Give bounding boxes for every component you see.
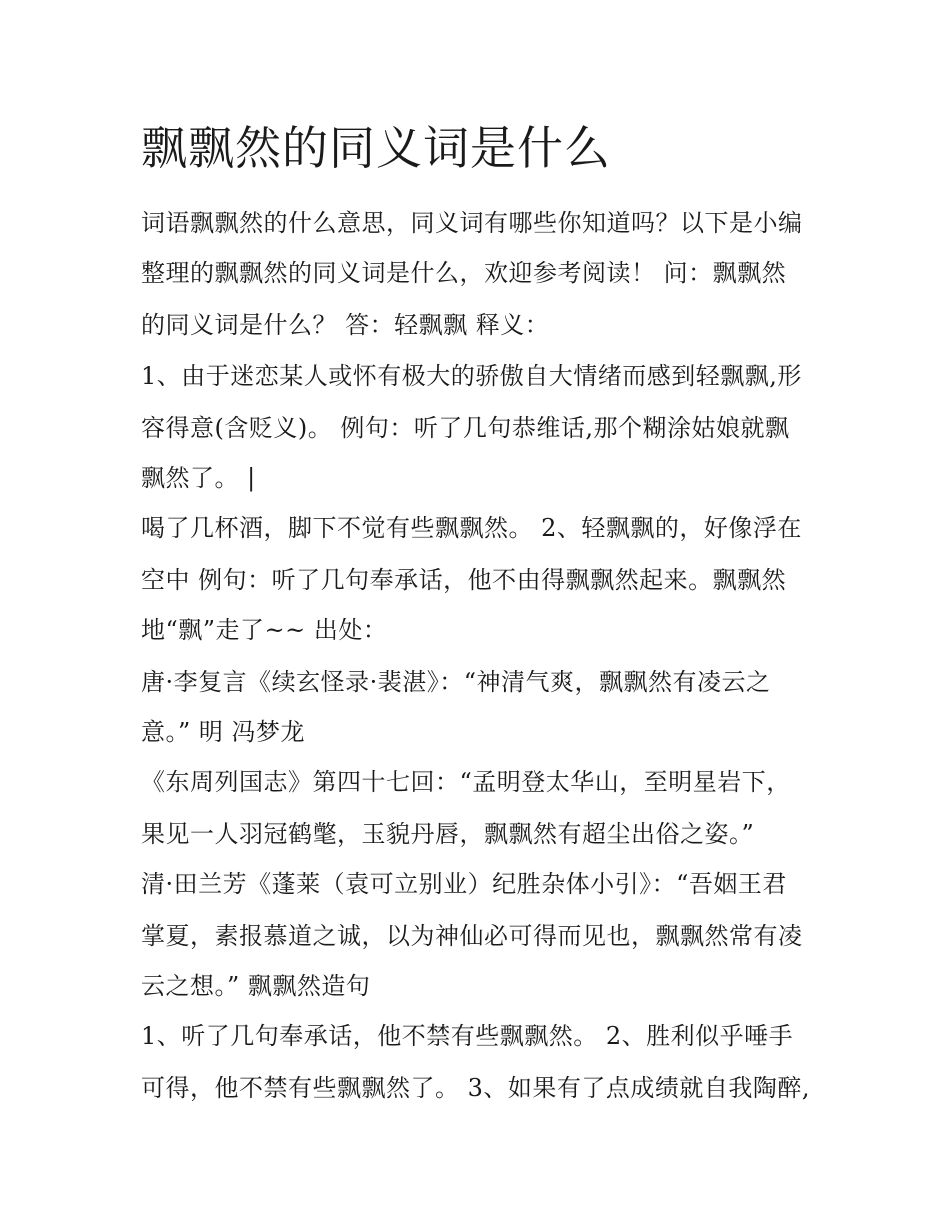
text-line: 唐·李复言《续玄怪录·裴湛》：“神清气爽，飘飘然有凌云之: [141, 668, 771, 696]
text-line: 意。” 明 冯梦龙: [141, 718, 306, 746]
text-line: 可得，他不禁有些飘飘然了。 3、如果有了点成绩就自我陶醉,: [141, 1074, 811, 1102]
text-line: 掌夏，素报慕道之诚，以为神仙必可得而见也，飘飘然常有凌: [141, 922, 803, 950]
text-line: 空中 例句：听了几句奉承话，他不由得飘飘然起来。飘飘然: [141, 566, 787, 594]
text-line: 喝了几杯酒，脚下不觉有些飘飘然。 2、轻飘飘的，好像浮在: [141, 514, 802, 542]
text-line: 1、由于迷恋某人或怀有极大的骄傲自大情绪而感到轻飘飘,形: [141, 362, 802, 390]
text-line: 清·田兰芳《蓬莱（袁可立别业）纪胜杂体小引》：“吾姻王君: [141, 870, 787, 898]
text-line: 地“飘”走了~~ 出处：: [141, 616, 388, 644]
text-line: 《东周列国志》第四十七回：“孟明登太华山，至明星岩下，: [141, 768, 791, 796]
text-line: 1、听了几句奉承话，他不禁有些飘飘然。 2、胜利似乎唾手: [141, 1022, 794, 1050]
text-line: 果见一人羽冠鹤氅，玉貌丹唇，飘飘然有超尘出俗之姿。”: [141, 820, 755, 848]
text-line: 飘然了。 |: [141, 464, 256, 492]
text-line: 词语飘飘然的什么意思，同义词有哪些你知道吗？以下是小编: [141, 209, 803, 237]
text-line: 整理的飘飘然的同义词是什么，欢迎参考阅读！ 问：飘飘然: [141, 259, 787, 287]
document-title: 飘飘然的同义词是什么: [141, 121, 611, 175]
text-line: 云之想。” 飘飘然造句: [141, 972, 371, 1000]
text-line: 容得意(含贬义)。 例句：听了几句恭维话,那个糊涂姑娘就飘: [141, 414, 790, 442]
text-line: 的同义词是什么？ 答：轻飘飘 释义：: [141, 311, 550, 339]
